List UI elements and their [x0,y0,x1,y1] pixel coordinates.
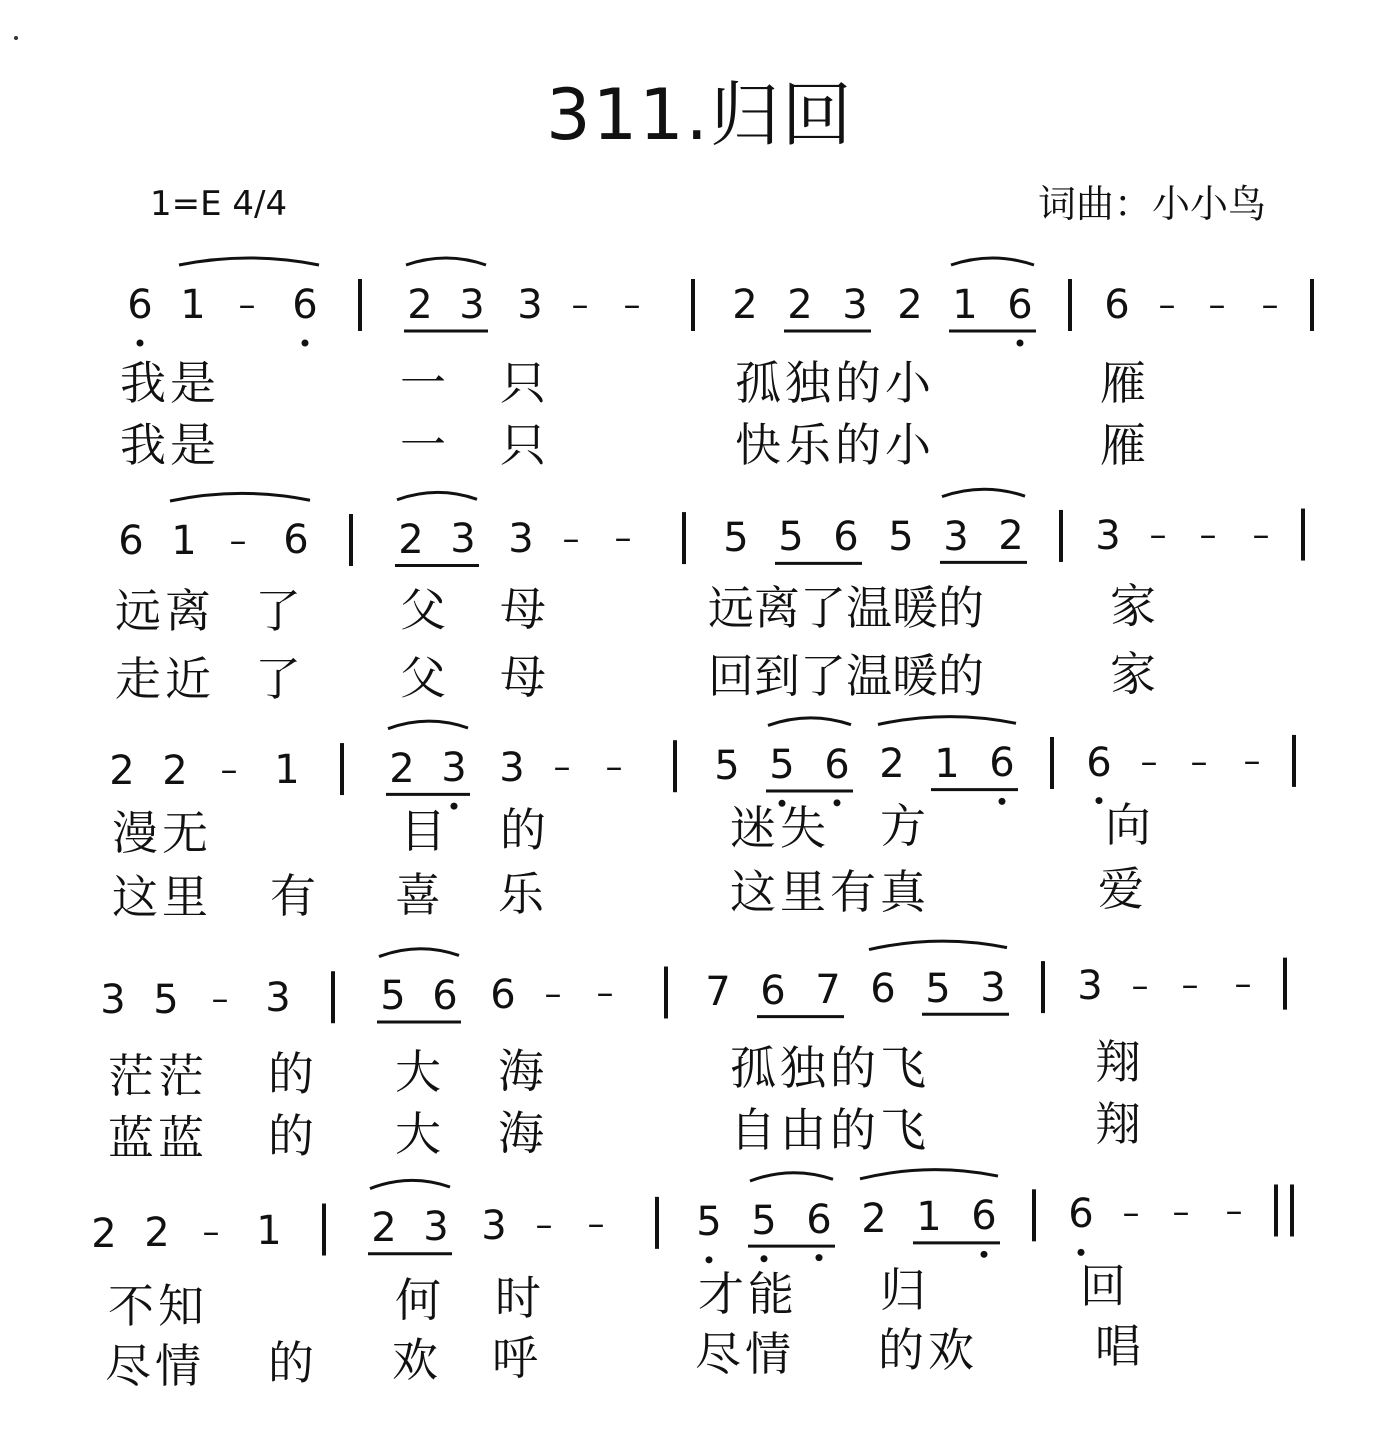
lyric-word: 孤独的飞 [730,1040,930,1095]
note: – [1131,965,1149,1006]
lyric-word: 大 [395,1045,441,1100]
note: 3 [450,516,476,563]
lyric-word: 远离了温暖的 [708,580,984,635]
note: 3 [265,975,291,1022]
note: 2 [91,1210,117,1257]
note: 3 [980,964,1006,1011]
note: 1 [916,1194,942,1241]
note: 2 [144,1209,170,1256]
lyric-word: 一 [400,418,446,472]
note: 3 [423,1204,449,1251]
note: 1 [171,517,197,564]
lyric-word: 回到了温暖的 [708,648,984,703]
note: 6 [1068,1191,1094,1238]
note: – [1243,741,1261,782]
lyric-word: 回 [1080,1259,1126,1314]
lyric-word: 的 [500,802,546,857]
lyric-word: 家 [1110,578,1156,633]
note: – [596,973,614,1014]
note: 5 [723,514,749,561]
note: – [220,750,238,791]
note: 5 [380,973,406,1020]
note: – [1225,1191,1243,1232]
lyric-word: 了 [255,583,301,638]
note: 6 [971,1193,997,1240]
note: 2 [861,1195,887,1242]
note: 5 [714,742,740,789]
lyric-word: 父 [400,650,446,705]
lyric-word: 的欢 [878,1323,978,1378]
note: 3 [842,282,868,328]
lyric-word: 只 [500,418,546,472]
lyric-word: 我是 [120,356,220,410]
note: 5 [925,965,951,1012]
note: – [1122,1193,1140,1234]
note: – [614,518,632,559]
note: – [1261,285,1279,325]
note: 6 [1007,282,1033,328]
lyric-word: 只 [500,356,546,410]
note: 6 [1104,282,1130,328]
note: 2 [998,513,1024,560]
note: 2 [732,282,758,328]
note: 6 [1086,739,1112,786]
lyric-word: 有 [270,868,316,923]
note: 7 [815,967,841,1014]
lyric-word: 这里有真 [730,864,930,919]
note: 6 [292,282,318,328]
lyric-word: 自由的飞 [730,1102,930,1157]
lyric-word: 雁 [1100,418,1146,472]
note: 3 [508,516,534,563]
note: – [1208,285,1226,325]
note: 5 [778,514,804,561]
note: 2 [162,747,188,794]
lyric-word: 孤独的小 [735,356,935,410]
note: – [605,746,623,787]
note: – [1181,965,1199,1005]
lyric-word: 雁 [1100,356,1146,410]
note: 2 [879,741,905,788]
note: – [1252,514,1270,555]
lyric-word: 远离 [115,584,215,639]
lyric-word: 快乐的小 [735,418,935,472]
note: 3 [499,744,525,791]
note: – [623,285,641,325]
note: 2 [407,282,433,328]
lyric-word: 一 [400,356,446,410]
note: 1 [952,282,978,328]
lyric-word: 尽情 [105,1338,205,1393]
note: 5 [888,513,914,560]
lyric-word: 大 [395,1107,441,1162]
note: 6 [432,972,458,1019]
note: 3 [943,513,969,560]
note: 3 [1095,512,1121,559]
note: 3 [459,282,485,328]
note: – [211,978,229,1019]
lyric-word: 茫茫 [108,1049,208,1104]
lyric-word: 走近 [115,652,215,707]
key-signature: 1=E 4/4 [150,184,288,224]
note: 5 [153,976,179,1023]
note: 1 [256,1207,282,1254]
note: – [562,518,580,559]
note: 2 [109,747,135,794]
note: – [238,285,256,325]
lyric-word: 乐 [498,866,544,921]
note: – [1190,741,1208,782]
note: 7 [705,968,731,1015]
lyric-word: 归 [880,1263,926,1318]
note: 3 [517,282,543,328]
lyric-word: 海 [498,1043,544,1098]
lyric-word: 漫无 [112,806,212,861]
note: 3 [100,977,126,1024]
author-credit: 词曲：小小鸟 [1038,182,1267,226]
note: – [535,1205,553,1246]
note: 2 [389,745,415,792]
lyric-word: 方 [880,799,926,854]
lyric-word: 何 [395,1273,441,1328]
lyric-word: 的 [268,1047,314,1102]
lyric-word: 蓝蓝 [108,1111,208,1166]
note: – [553,747,571,788]
lyric-word: 爱 [1098,861,1144,916]
note: – [544,974,562,1015]
note: – [1172,1192,1190,1233]
note: 5 [751,1197,777,1244]
note: – [1199,515,1217,556]
lyric-word: 目 [400,803,446,858]
note: 6 [870,966,896,1013]
note: 2 [398,516,424,563]
note: 1 [180,282,206,328]
note: 2 [787,282,813,328]
note: 2 [897,282,923,328]
lyric-word: 的 [268,1109,314,1164]
note: 5 [769,742,795,789]
note: 6 [833,514,859,561]
note: 6 [806,1196,832,1243]
note: – [1158,285,1176,325]
note: 1 [274,746,300,793]
note: – [1234,964,1252,1005]
song-title: 311.归回 [546,74,854,156]
note: – [229,520,247,561]
lyric-word: 喜 [395,867,441,922]
note: 2 [371,1205,397,1252]
lyric-word: 翔 [1095,1097,1141,1152]
lyric-word: 家 [1110,646,1156,701]
note: – [587,1204,605,1245]
lyric-word: 迷失 [730,800,830,855]
note: 6 [127,282,153,328]
note: – [202,1211,220,1252]
note: 6 [283,517,309,564]
note: – [571,285,589,325]
lyric-word: 父 [400,582,446,637]
note: 6 [824,741,850,788]
note: 6 [989,740,1015,787]
note: 6 [760,967,786,1014]
note: 3 [441,745,467,792]
note: 6 [490,971,516,1018]
note: 3 [481,1203,507,1250]
note: 1 [934,740,960,787]
lyric-word: 这里 [112,870,212,925]
note: – [1140,742,1158,783]
note: – [1149,515,1167,556]
note: 5 [696,1198,722,1245]
lyric-word: 母 [500,582,546,637]
lyric-word: 向 [1105,797,1151,852]
lyric-word: 翔 [1095,1035,1141,1090]
lyric-word: 尽情 [695,1327,795,1382]
lyric-word: 唱 [1095,1319,1141,1374]
lyric-word: 母 [500,650,546,705]
lyric-word: 我是 [120,418,220,472]
lyric-word: 才能 [698,1267,798,1322]
note: 3 [1077,963,1103,1010]
lyric-word: 不知 [108,1278,208,1333]
lyric-word: 的 [268,1335,314,1390]
lyric-word: 时 [495,1271,541,1326]
note: 6 [118,518,144,565]
lyric-word: 了 [255,651,301,706]
lyric-word: 欢 [392,1333,438,1388]
lyric-word: 呼 [492,1331,538,1386]
lyric-word: 海 [498,1105,544,1160]
